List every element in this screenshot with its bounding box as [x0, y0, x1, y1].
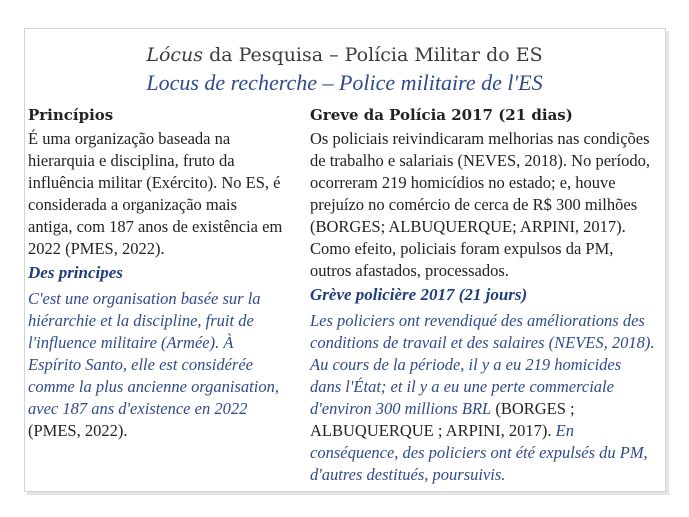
principles-body-fr-text: C'est une organisation basée sur la hiérarchie et la discipline, fruit de l'influence militaire (Armée). À Espírito Santo, elle est considérée comme la plus ancienne organisation, avec 187 ans d'existence en 2022: [28, 289, 279, 418]
strike-heading-pt: Greve da Polícia 2017 (21 dias): [310, 106, 573, 124]
strike-body-fr-text-1: Les policiers ont revendiqué des améliorations des conditions de travail et des salaires (NEVES, 2018). Au cours de la période, il y a eu 219 homicides dans l'État; et il y a eu une perte commerciale d'environ 300 millions BRL: [310, 311, 655, 418]
principles-heading-pt: Princípios: [28, 106, 114, 124]
strike-body-fr-text-2: En conséquence, des policiers ont été expulsés du PM, d'autres destitués, poursuivis.: [310, 421, 648, 484]
principles-heading-fr: Des principes: [28, 263, 123, 282]
title-pt-lead: Lócus: [146, 44, 204, 66]
principles-body-pt: É uma organização baseada na hierarquia e disciplina, fruto da influência militar (Exército). No ES, é considerada a organização mais antiga, com 187 anos de existência em 2022 (PMES, 2022).: [28, 129, 283, 258]
principles-body-fr-citation: (PMES, 2022).: [28, 421, 128, 440]
strike-body-fr: [310, 310, 656, 486]
right-column: [310, 102, 656, 486]
slide-title-fr: Locus de recherche – Police militaire de l'ES: [146, 70, 543, 95]
title-pt-rest: da Pesquisa – Polícia Militar do ES: [203, 44, 543, 66]
strike-body-fr-citation: (BORGES ; ALBUQUERQUE ; ARPINI, 2017).: [310, 399, 575, 440]
strike-body-pt: Os policiais reivindicaram melhorias nas condições de trabalho e salariais (NEVES, 2018). No período, ocorreram 219 homicídios no estado; e, houve prejuízo no comércio de cerca de R$ 300 milhões (BORGES; ALBUQUERQUE; ARPINI, 2017). Como efeito, policiais foram expulsos da PM, outros afastados, processados.: [310, 129, 650, 280]
slide-title-pt: [0, 44, 689, 66]
left-column: [28, 102, 284, 442]
principles-body-fr: [28, 288, 284, 442]
strike-heading-fr: Grève policière 2017 (21 jours): [310, 285, 528, 304]
